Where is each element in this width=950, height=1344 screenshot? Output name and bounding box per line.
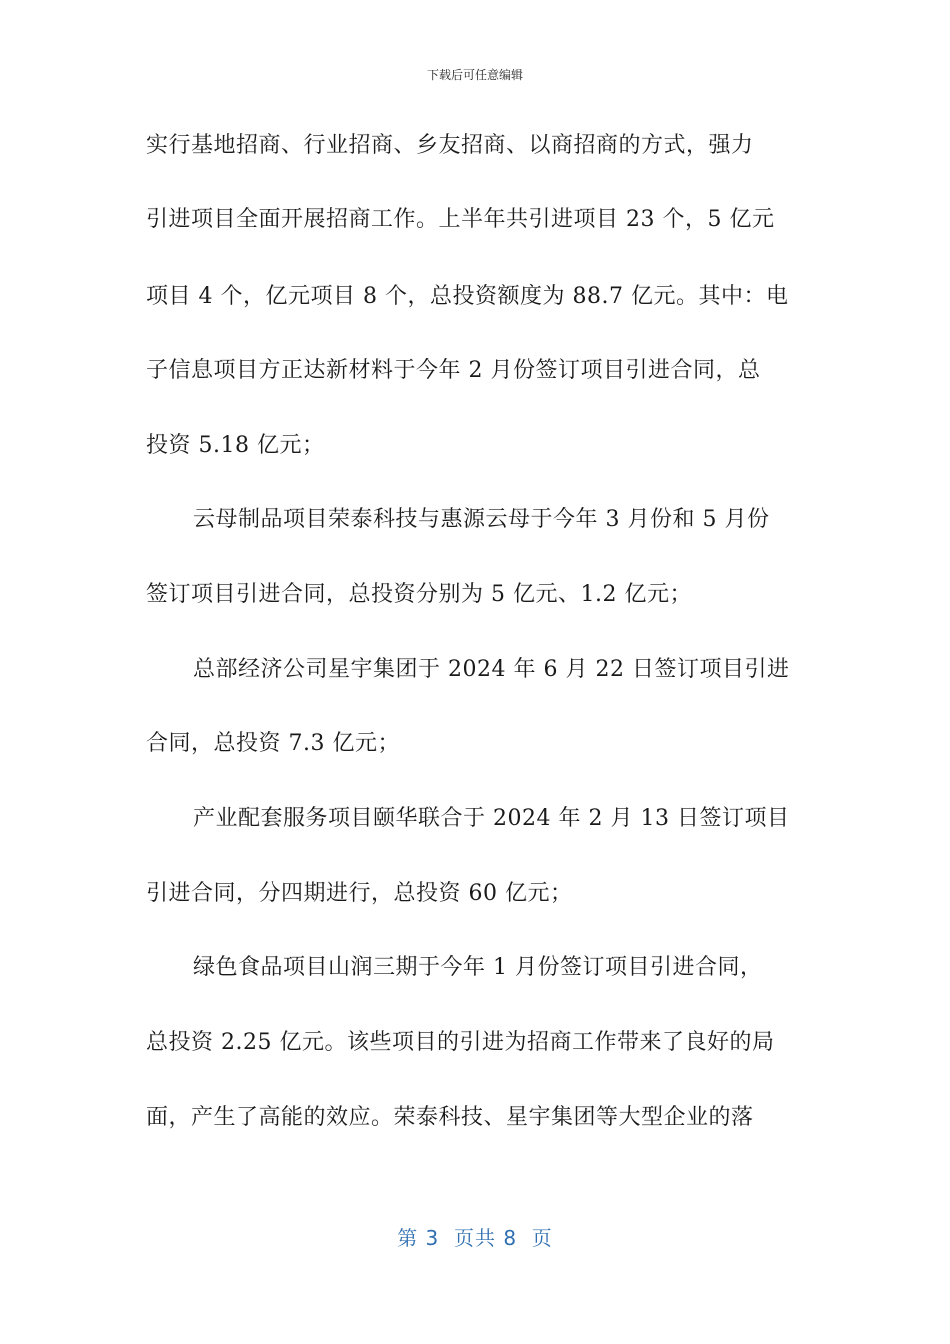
text-line: 面，产生了高能的效应。荣泰科技、星宇集团等大型企业的落	[146, 1105, 754, 1130]
text-line: 引进合同，分四期进行，总投资 60 亿元；	[146, 881, 573, 906]
text-line: 总投资 2.25 亿元。该些项目的引进为招商工作带来了良好的局	[146, 1030, 775, 1055]
text-line: 项目 4 个，亿元项目 8 个，总投资额度为 88.7 亿元。其中：电	[146, 284, 789, 309]
paragraph-first-line: 云母制品项目荣泰科技与惠源云母于今年 3 月份和 5 月份	[193, 507, 770, 532]
text-line: 引进项目全面开展招商工作。上半年共引进项目 23 个，5 亿元	[146, 207, 775, 232]
text-line: 投资 5.18 亿元；	[146, 433, 325, 458]
text-line: 合同，总投资 7.3 亿元；	[146, 731, 400, 756]
text-line: 实行基地招商、行业招商、乡友招商、以商招商的方式，强力	[146, 133, 754, 158]
paragraph-first-line: 绿色食品项目山润三期于今年 1 月份签订项目引进合同，	[193, 955, 763, 980]
page-number-footer: 第 3 页共 8 页	[397, 1226, 553, 1250]
text-line: 子信息项目方正达新材料于今年 2 月份签订项目引进合同，总	[146, 358, 761, 383]
text-line: 签订项目引进合同，总投资分别为 5 亿元、1.2 亿元；	[146, 582, 692, 607]
page-header: 下载后可任意编辑	[426, 68, 523, 82]
paragraph-first-line: 总部经济公司星宇集团于 2024 年 6 月 22 日签订项目引进	[193, 657, 790, 682]
paragraph-first-line: 产业配套服务项目颐华联合于 2024 年 2 月 13 日签订项目	[193, 806, 790, 831]
